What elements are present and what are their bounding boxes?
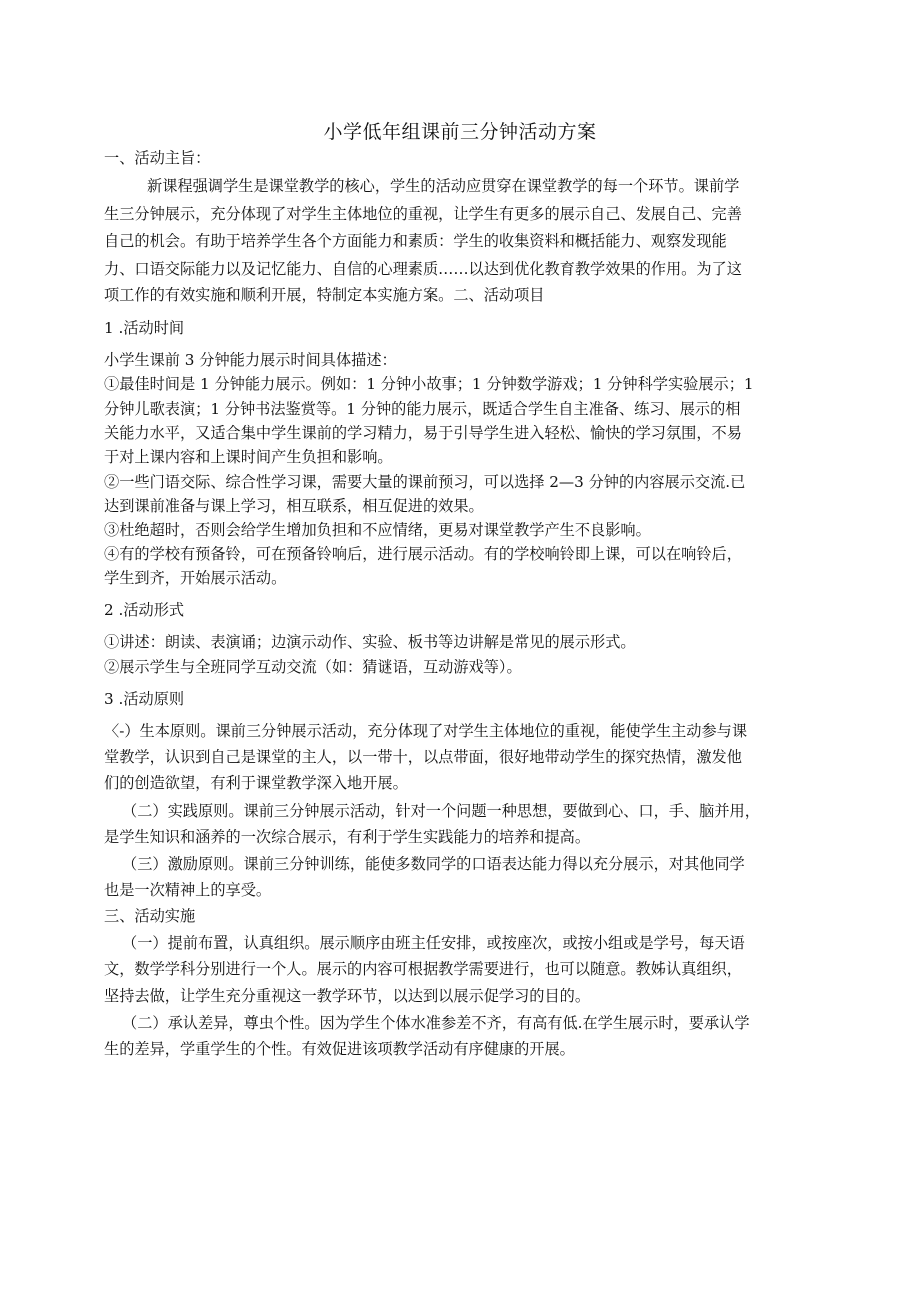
text-line: （三）激励原则。课前三分钟训练，能使多数同学的口语表达能力得以充分展示，对其他同学 [122, 855, 745, 873]
text-line: 分钟儿歌表演；1 分钟书法鉴赏等。1 分钟的能力展示，既适合学生自主准备、练习、展示的相 [104, 400, 741, 418]
text-line: 力、口语交际能力以及记忆能力、自信的心理素质……以达到优化教育教学效果的作用。为了这 [104, 260, 742, 278]
text-line: 自己的机会。有助于培养学生各个方面能力和素质：学生的收集资料和概括能力、观察发现能 [104, 232, 727, 250]
text-line: 堂教学，认识到自己是课堂的主人，以一带十，以点带面，很好地带动学生的探究热情，激发他 [104, 748, 742, 766]
text-line: （一）提前布置，认真组织。展示顺序由班主任安排，或按座次，或按小组或是学号，每天语 [122, 934, 745, 952]
text-line: ①最佳时间是 1 分钟能力展示。例如：1 分钟小故事；1 分钟数学游戏；1 分钟科学实验展示；1 [104, 375, 754, 393]
text-line: ②展示学生与全班同学互动交流（如：猜谜语，互动游戏等）。 [104, 658, 522, 676]
text-line: ②一些门语交际、综合性学习课，需要大量的课前预习，可以选择 2—3 分钟的内容展示交流.已 [104, 473, 746, 491]
text-line: （二）实践原则。课前三分钟展示活动，针对一个问题一种思想，要做到心、口，手、脑并用， [122, 802, 760, 820]
text-line: 于对上课内容和上课时间产生负担和影响。 [104, 448, 393, 466]
section-heading: 三、活动实施 [104, 907, 196, 925]
text-line: ④有的学校有预备铃，可在预备铃响后，进行展示活动。有的学校响铃即上课，可以在响铃后， [104, 545, 742, 563]
text-line: 一、活动主旨： [104, 149, 211, 167]
text-line: （二）承认差异，尊虫个性。因为学生个体水准参差不齐，有高有低.在学生展示时，要承认学 [122, 1014, 750, 1032]
text-line: 生的差异，学重学生的个性。有效促进该项教学活动有序健康的开展。 [104, 1040, 575, 1058]
text-line: 新课程强调学生是课堂教学的核心，学生的活动应贯穿在课堂教学的每一个环节。课前学 [147, 177, 740, 195]
text-line: 们的创造欲望，有利于课堂教学深入地开展。 [104, 774, 408, 792]
text-line: ③杜绝超时，否则会给学生增加负担和不应情绪，更易对课堂教学产生不良影响。 [104, 521, 651, 539]
text-line: 坚持去做，让学生充分重视这一教学环节，以达到以展示促学习的目的。 [104, 987, 590, 1005]
text-line: 达到课前准备与课上学习，相互联系，相互促进的效果。 [104, 497, 484, 515]
text-line: ①讲述：朗读、表演诵；边演示动作、实验、板书等边讲解是常见的展示形式。 [104, 633, 636, 651]
section-heading: 1 .活动时间 [104, 319, 185, 337]
section-heading: 2 .活动形式 [104, 601, 185, 619]
text-line: 关能力水平，又适合集中学生课前的学习精力，易于引导学生进入轻松、愉快的学习氛围，不易 [104, 424, 742, 442]
text-line: 是学生知识和涵养的一次综合展示，有利于学生实践能力的培养和提高。 [104, 828, 590, 846]
document-title: 小学低年组课前三分钟活动方案 [323, 121, 597, 143]
section-heading: 3 .活动原则 [104, 690, 185, 708]
text-line: 小学生课前 3 分钟能力展示时间具体描述： [104, 351, 397, 369]
text-line: 也是一次精神上的享受。 [104, 881, 272, 899]
text-line: 项工作的有效实施和顺利开展，特制定本实施方案。二、活动项目 [104, 286, 545, 304]
text-line: 文，数学学科分别进行一个人。展示的内容可根据教学需要进行，也可以随意。教姊认真组织， [104, 960, 742, 978]
text-line: 学生到齐，开始展示活动。 [104, 569, 287, 587]
text-line: 生三分钟展示，充分体现了对学生主体地位的重视，让学生有更多的展示自己、发展自己、完善 [104, 205, 742, 223]
text-line: 〈-）生本原则。课前三分钟展示活动，充分体现了对学生主体地位的重视，能使学生主动参与课 [104, 722, 748, 740]
